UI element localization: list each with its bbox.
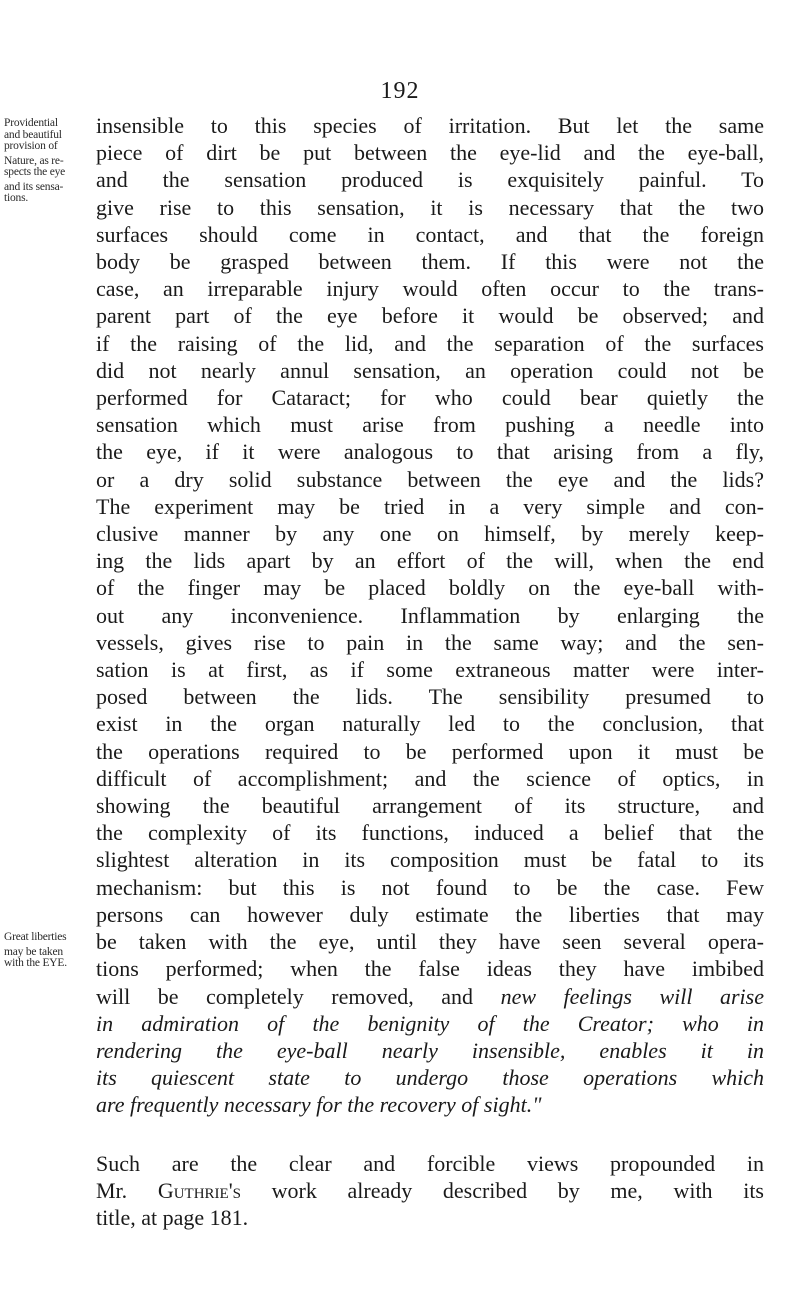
text-line: exist in the organ naturally led to the conclusion, that xyxy=(96,711,764,737)
text-line: surfaces should come in contact, and that the foreign xyxy=(96,221,764,247)
text-run: Mr. xyxy=(96,1177,158,1203)
text-line xyxy=(96,1010,764,1037)
text-line: the operations required to be performed upon it must be xyxy=(96,738,764,764)
text-line: of the finger may be placed boldly on the eye-ball with- xyxy=(96,575,764,601)
text-line: did not nearly annul sensation, an operation could not be xyxy=(96,357,764,383)
page-number: 192 xyxy=(380,78,420,104)
margin-note-line: Great liberties xyxy=(4,931,67,943)
text-line: clusive manner by any one on himself, by merely keep- xyxy=(96,521,764,547)
margin-note-line: tions. xyxy=(4,192,29,204)
text-run: will be completely removed, and xyxy=(96,983,501,1009)
text-line: persons can however duly estimate the liberties that may xyxy=(96,901,764,927)
text-line: sation is at first, as if some extraneous matter were inter- xyxy=(96,657,764,683)
text-line: The experiment may be tried in a very simple and con- xyxy=(96,493,764,519)
text-line: or a dry solid substance between the eye and the lids? xyxy=(96,466,764,492)
text-line: difficult of accomplishment; and the science of optics, in xyxy=(96,765,764,791)
text-line xyxy=(96,1037,764,1064)
margin-note-line: may be taken xyxy=(4,945,63,958)
text-line: and the sensation produced is exquisitely painful. To xyxy=(96,167,764,193)
text-line: body be grasped between them. If this were not the xyxy=(96,249,764,275)
italic-text: its quiescent state to undergo those operations which xyxy=(96,1065,764,1091)
margin-note-line: and its sensa- xyxy=(4,180,64,193)
paragraph-spacer xyxy=(96,1119,764,1150)
margin-note-line: spects the eye xyxy=(4,166,66,178)
italic-text: new feelings will arise xyxy=(500,983,764,1009)
text-line xyxy=(96,1177,764,1204)
text-line xyxy=(96,983,764,1010)
paragraph xyxy=(96,1150,764,1232)
text-line: vessels, gives rise to pain in the same way; and the sen- xyxy=(96,629,764,655)
text-line: posed between the lids. The sensibility presumed to xyxy=(96,684,764,710)
margin-note-line: and beautiful xyxy=(4,128,62,141)
text-line: title, at page 181. xyxy=(96,1204,249,1230)
italic-text: are frequently necessary for the recovery of sight." xyxy=(96,1092,542,1118)
text-line: ing the lids apart by an effort of the will, when the end xyxy=(96,548,764,574)
text-line: performed for Cataract; for who could bear quietly the xyxy=(96,385,764,411)
text-line: the eye, if it were analogous to that arising from a fly, xyxy=(96,439,764,465)
italic-text: in admiration of the benignity of the Creator; who in xyxy=(96,1010,764,1036)
margin-note-great-liberties xyxy=(4,932,96,970)
text-line: tions performed; when the false ideas they have imbibed xyxy=(96,956,764,982)
margin-note-line: Providential xyxy=(4,117,58,129)
text-line: Such are the clear and forcible views propounded in xyxy=(96,1150,764,1176)
text-line xyxy=(96,1064,764,1091)
text-line: showing the beautiful arrangement of its structure, and xyxy=(96,793,764,819)
text-line: piece of dirt be put between the eye-lid and the eye-ball, xyxy=(96,140,764,166)
text-line: sensation which must arise from pushing a needle into xyxy=(96,412,764,438)
body-text xyxy=(96,112,764,1231)
text-line: parent part of the eye before it would be observed; and xyxy=(96,303,764,329)
text-line: case, an irreparable injury would often occur to the trans- xyxy=(96,276,764,302)
text-line xyxy=(96,1091,764,1118)
text-line: insensible to this species of irritation. But let the same xyxy=(96,113,764,138)
margin-note-providential xyxy=(4,118,96,205)
text-line: slightest alteration in its composition must be fatal to its xyxy=(96,847,764,873)
text-line: mechanism: but this is not found to be the case. Few xyxy=(96,874,764,900)
text-line: the complexity of its functions, induced a belief that the xyxy=(96,820,764,846)
paragraph xyxy=(96,112,764,1119)
text-line: if the raising of the lid, and the separation of the surfaces xyxy=(96,330,764,356)
text-line: out any inconvenience. Inflammation by enlarging the xyxy=(96,602,764,628)
author-name: Guthrie's xyxy=(157,1177,241,1203)
text-run: work already described by me, with its xyxy=(241,1177,764,1203)
italic-text: rendering the eye-ball nearly insensible, enables it in xyxy=(96,1037,764,1063)
margin-note-line: with the EYE. xyxy=(4,957,67,969)
text-line: be taken with the eye, until they have seen several opera- xyxy=(96,929,764,955)
text-line: give rise to this sensation, it is necessary that the two xyxy=(96,194,764,220)
margin-note-line: Nature, as re- xyxy=(4,154,64,167)
margin-note-line: provision of xyxy=(4,140,58,152)
